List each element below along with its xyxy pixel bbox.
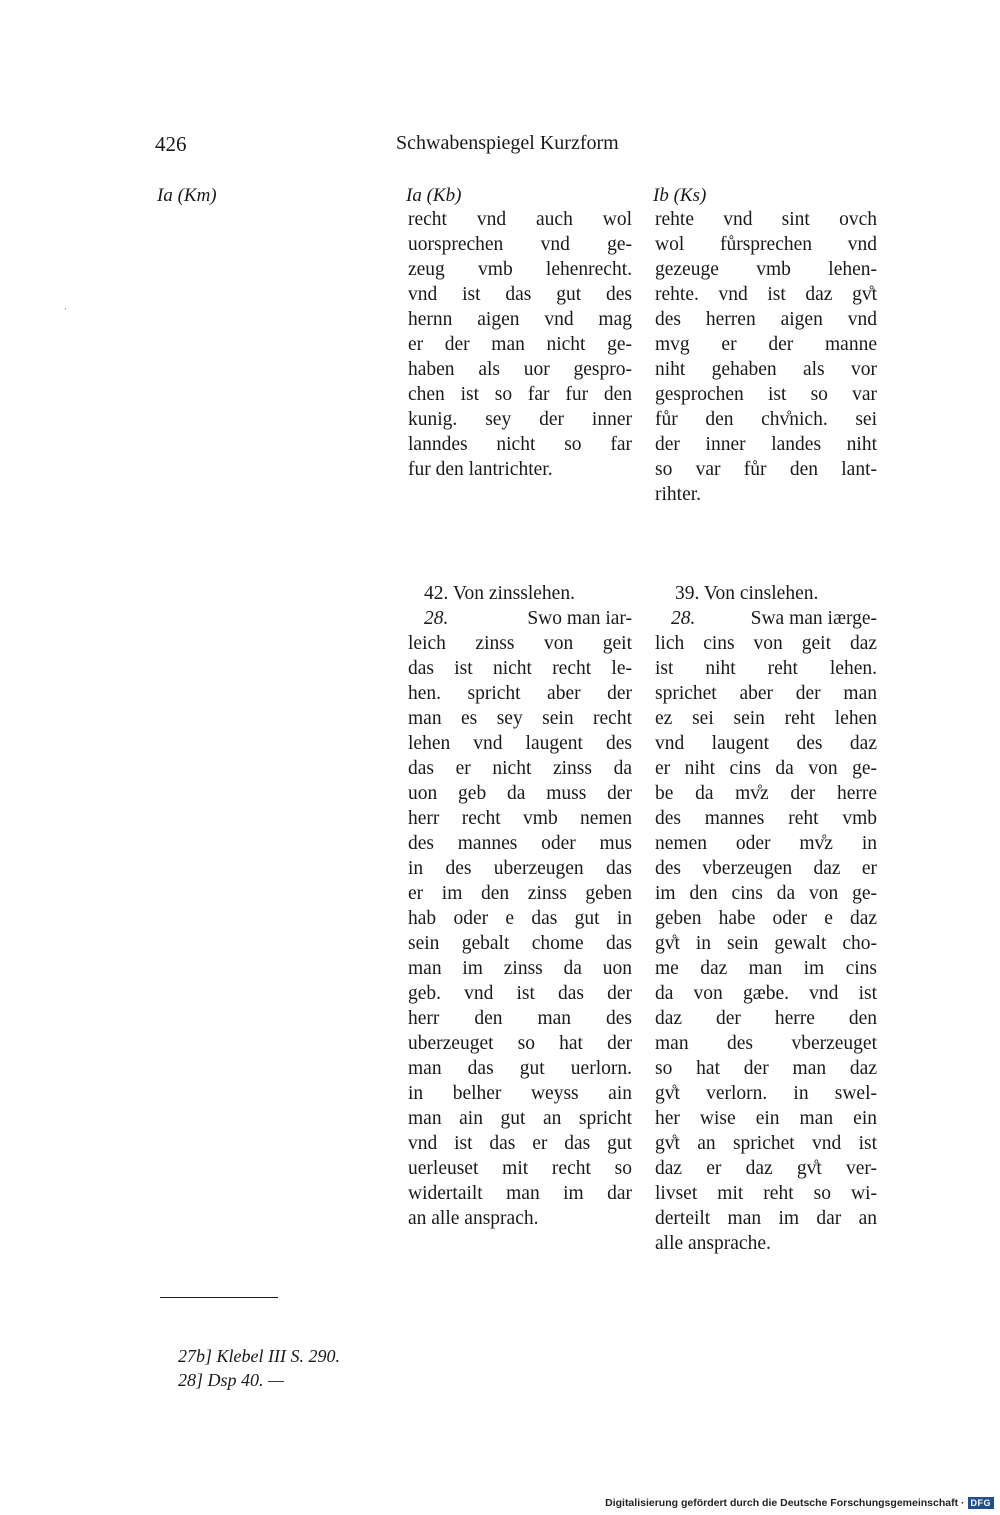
kb-text-line: vnd ist das gut des: [408, 284, 632, 305]
kb-text-line: hernn aigen vnd mag: [408, 309, 632, 330]
footnote-27b: 27b] Klebel III S. 290.: [178, 1346, 340, 1366]
section-body-ks: [655, 631, 877, 1256]
ks-section-line: des vberzeugen daz er: [655, 858, 877, 879]
section-first-line-kb: [408, 606, 632, 631]
ks-section-line: daz der herre den: [655, 1008, 877, 1029]
ks-section-line: me daz man im cins: [655, 958, 877, 979]
first-line-text-kb: Swo man iar-: [527, 608, 632, 629]
section-title-kb: 42. Von zinsslehen.: [424, 583, 575, 604]
ks-section-line: derteilt man im dar an: [655, 1208, 877, 1229]
kb-section-line: sein gebalt chome das: [408, 933, 632, 954]
ks-text-line: fůr den chv̊nich. sei: [655, 409, 877, 430]
kb-section-line: uerleuset mit recht so: [408, 1158, 632, 1179]
ks-text-block-1: [655, 207, 877, 507]
paragraph-number-ks: 28.: [671, 608, 696, 629]
section-title-ks: 39. Von cinslehen.: [675, 583, 819, 604]
ks-section-39: [655, 581, 877, 1256]
running-title: Schwabenspiegel Kurzform: [396, 132, 619, 154]
ks-text-line: so var fůr den lant-: [655, 459, 877, 480]
kb-section-line: leich zinss von geit: [408, 633, 632, 654]
ks-section-line: vnd laugent des daz: [655, 733, 877, 754]
kb-text-line: uorsprechen vnd ge-: [408, 234, 632, 255]
kb-section-line: widertailt man im dar: [408, 1183, 632, 1204]
kb-section-line: herr den man des: [408, 1008, 632, 1029]
ks-text-line: wol fůrsprechen vnd: [655, 234, 877, 255]
kb-section-line: man im zinss da uon: [408, 958, 632, 979]
kb-text-line: fur den lantrichter.: [408, 459, 553, 480]
ks-section-line: ist niht reht lehen.: [655, 658, 877, 679]
kb-section-line: man es sey sein recht: [408, 708, 632, 729]
kb-section-line: man ain gut an spricht: [408, 1108, 632, 1129]
funding-notice: [605, 1497, 994, 1509]
ks-text-line: mvg er der manne: [655, 334, 877, 355]
section-first-line-ks: [655, 606, 877, 631]
ks-section-line: gv̊t an sprichet vnd ist: [655, 1133, 877, 1154]
funding-notice-text: Digitalisierung gefördert durch die Deutsche Forschungsgemeinschaft ·: [605, 1497, 965, 1509]
column-label-kb: Ia (Kb): [406, 185, 462, 206]
section-body-kb: [408, 631, 632, 1231]
ks-section-line: alle ansprache.: [655, 1233, 771, 1254]
kb-section-line: in des uberzeugen das: [408, 858, 632, 879]
kb-section-line: das er nicht zinss da: [408, 758, 632, 779]
scan-mark: ·: [64, 304, 67, 314]
ks-section-line: geben habe oder e daz: [655, 908, 877, 929]
first-line-text-ks: Swa man iærge-: [750, 608, 877, 629]
kb-section-line: uberzeuget so hat der: [408, 1033, 632, 1054]
kb-section-line: an alle ansprach.: [408, 1208, 539, 1229]
ks-text-line: des herren aigen vnd: [655, 309, 877, 330]
ks-section-line: nemen oder mv̊z in: [655, 833, 877, 854]
ks-section-line: be da mv̊z der herre: [655, 783, 877, 804]
kb-section-line: das ist nicht recht le-: [408, 658, 632, 679]
ks-text-line: rihter.: [655, 484, 702, 505]
kb-section-line: des mannes oder mus: [408, 833, 632, 854]
ks-section-line: livset mit reht so wi-: [655, 1183, 877, 1204]
ks-text-line: der inner landes niht: [655, 434, 877, 455]
column-label-ks: Ib (Ks): [653, 185, 707, 206]
paragraph-number-kb: 28.: [424, 608, 449, 629]
ks-section-line: lich cins von geit daz: [655, 633, 877, 654]
ks-section-line: des mannes reht vmb: [655, 808, 877, 829]
kb-section-line: hab oder e das gut in: [408, 908, 632, 929]
page-number: 426: [155, 132, 187, 156]
kb-section-line: herr recht vmb nemen: [408, 808, 632, 829]
ks-section-line: ez sei sein reht lehen: [655, 708, 877, 729]
kb-text-line: recht vnd auch wol: [408, 209, 632, 230]
column-label-km: Ia (Km): [157, 185, 217, 206]
kb-text-line: zeug vmb lehenrecht.: [408, 259, 632, 280]
kb-section-line: in belher weyss ain: [408, 1083, 632, 1104]
kb-text-line: er der man nicht ge-: [408, 334, 632, 355]
kb-section-line: man das gut uerlorn.: [408, 1058, 632, 1079]
kb-section-42: [408, 581, 632, 1231]
ks-section-line: her wise ein man ein: [655, 1108, 877, 1129]
kb-section-line: geb. vnd ist das der: [408, 983, 632, 1004]
kb-section-line: uon geb da muss der: [408, 783, 632, 804]
ks-section-line: gv̊t in sein gewalt cho-: [655, 933, 877, 954]
kb-section-line: er im den zinss geben: [408, 883, 632, 904]
kb-text-block-1: [408, 207, 632, 482]
kb-text-line: haben als uor gespro-: [408, 359, 632, 380]
kb-text-line: chen ist so far fur den: [408, 384, 632, 405]
kb-text-line: kunig. sey der inner: [408, 409, 632, 430]
ks-section-line: man des vberzeuget: [655, 1033, 877, 1054]
ks-text-line: gesprochen ist so var: [655, 384, 877, 405]
ks-section-line: da von gæbe. vnd ist: [655, 983, 877, 1004]
ks-text-line: gezeuge vmb lehen-: [655, 259, 877, 280]
ks-section-line: sprichet aber der man: [655, 683, 877, 704]
kb-section-line: vnd ist das er das gut: [408, 1133, 632, 1154]
ks-section-line: gv̊t verlorn. in swel-: [655, 1083, 877, 1104]
ks-section-line: im den cins da von ge-: [655, 883, 877, 904]
ks-text-line: rehte vnd sint ovch: [655, 209, 877, 230]
dfg-logo: DFG: [968, 1497, 995, 1509]
ks-section-line: er niht cins da von ge-: [655, 758, 877, 779]
kb-section-line: lehen vnd laugent des: [408, 733, 632, 754]
ks-text-line: niht gehaben als vor: [655, 359, 877, 380]
footnote-28: 28] Dsp 40. —: [178, 1370, 285, 1390]
footnote-rule: [160, 1297, 278, 1298]
ks-section-line: so hat der man daz: [655, 1058, 877, 1079]
kb-text-line: lanndes nicht so far: [408, 434, 632, 455]
kb-section-line: hen. spricht aber der: [408, 683, 632, 704]
ks-section-line: daz er daz gv̊t ver-: [655, 1158, 877, 1179]
ks-text-line: rehte. vnd ist daz gv̊t: [655, 284, 877, 305]
